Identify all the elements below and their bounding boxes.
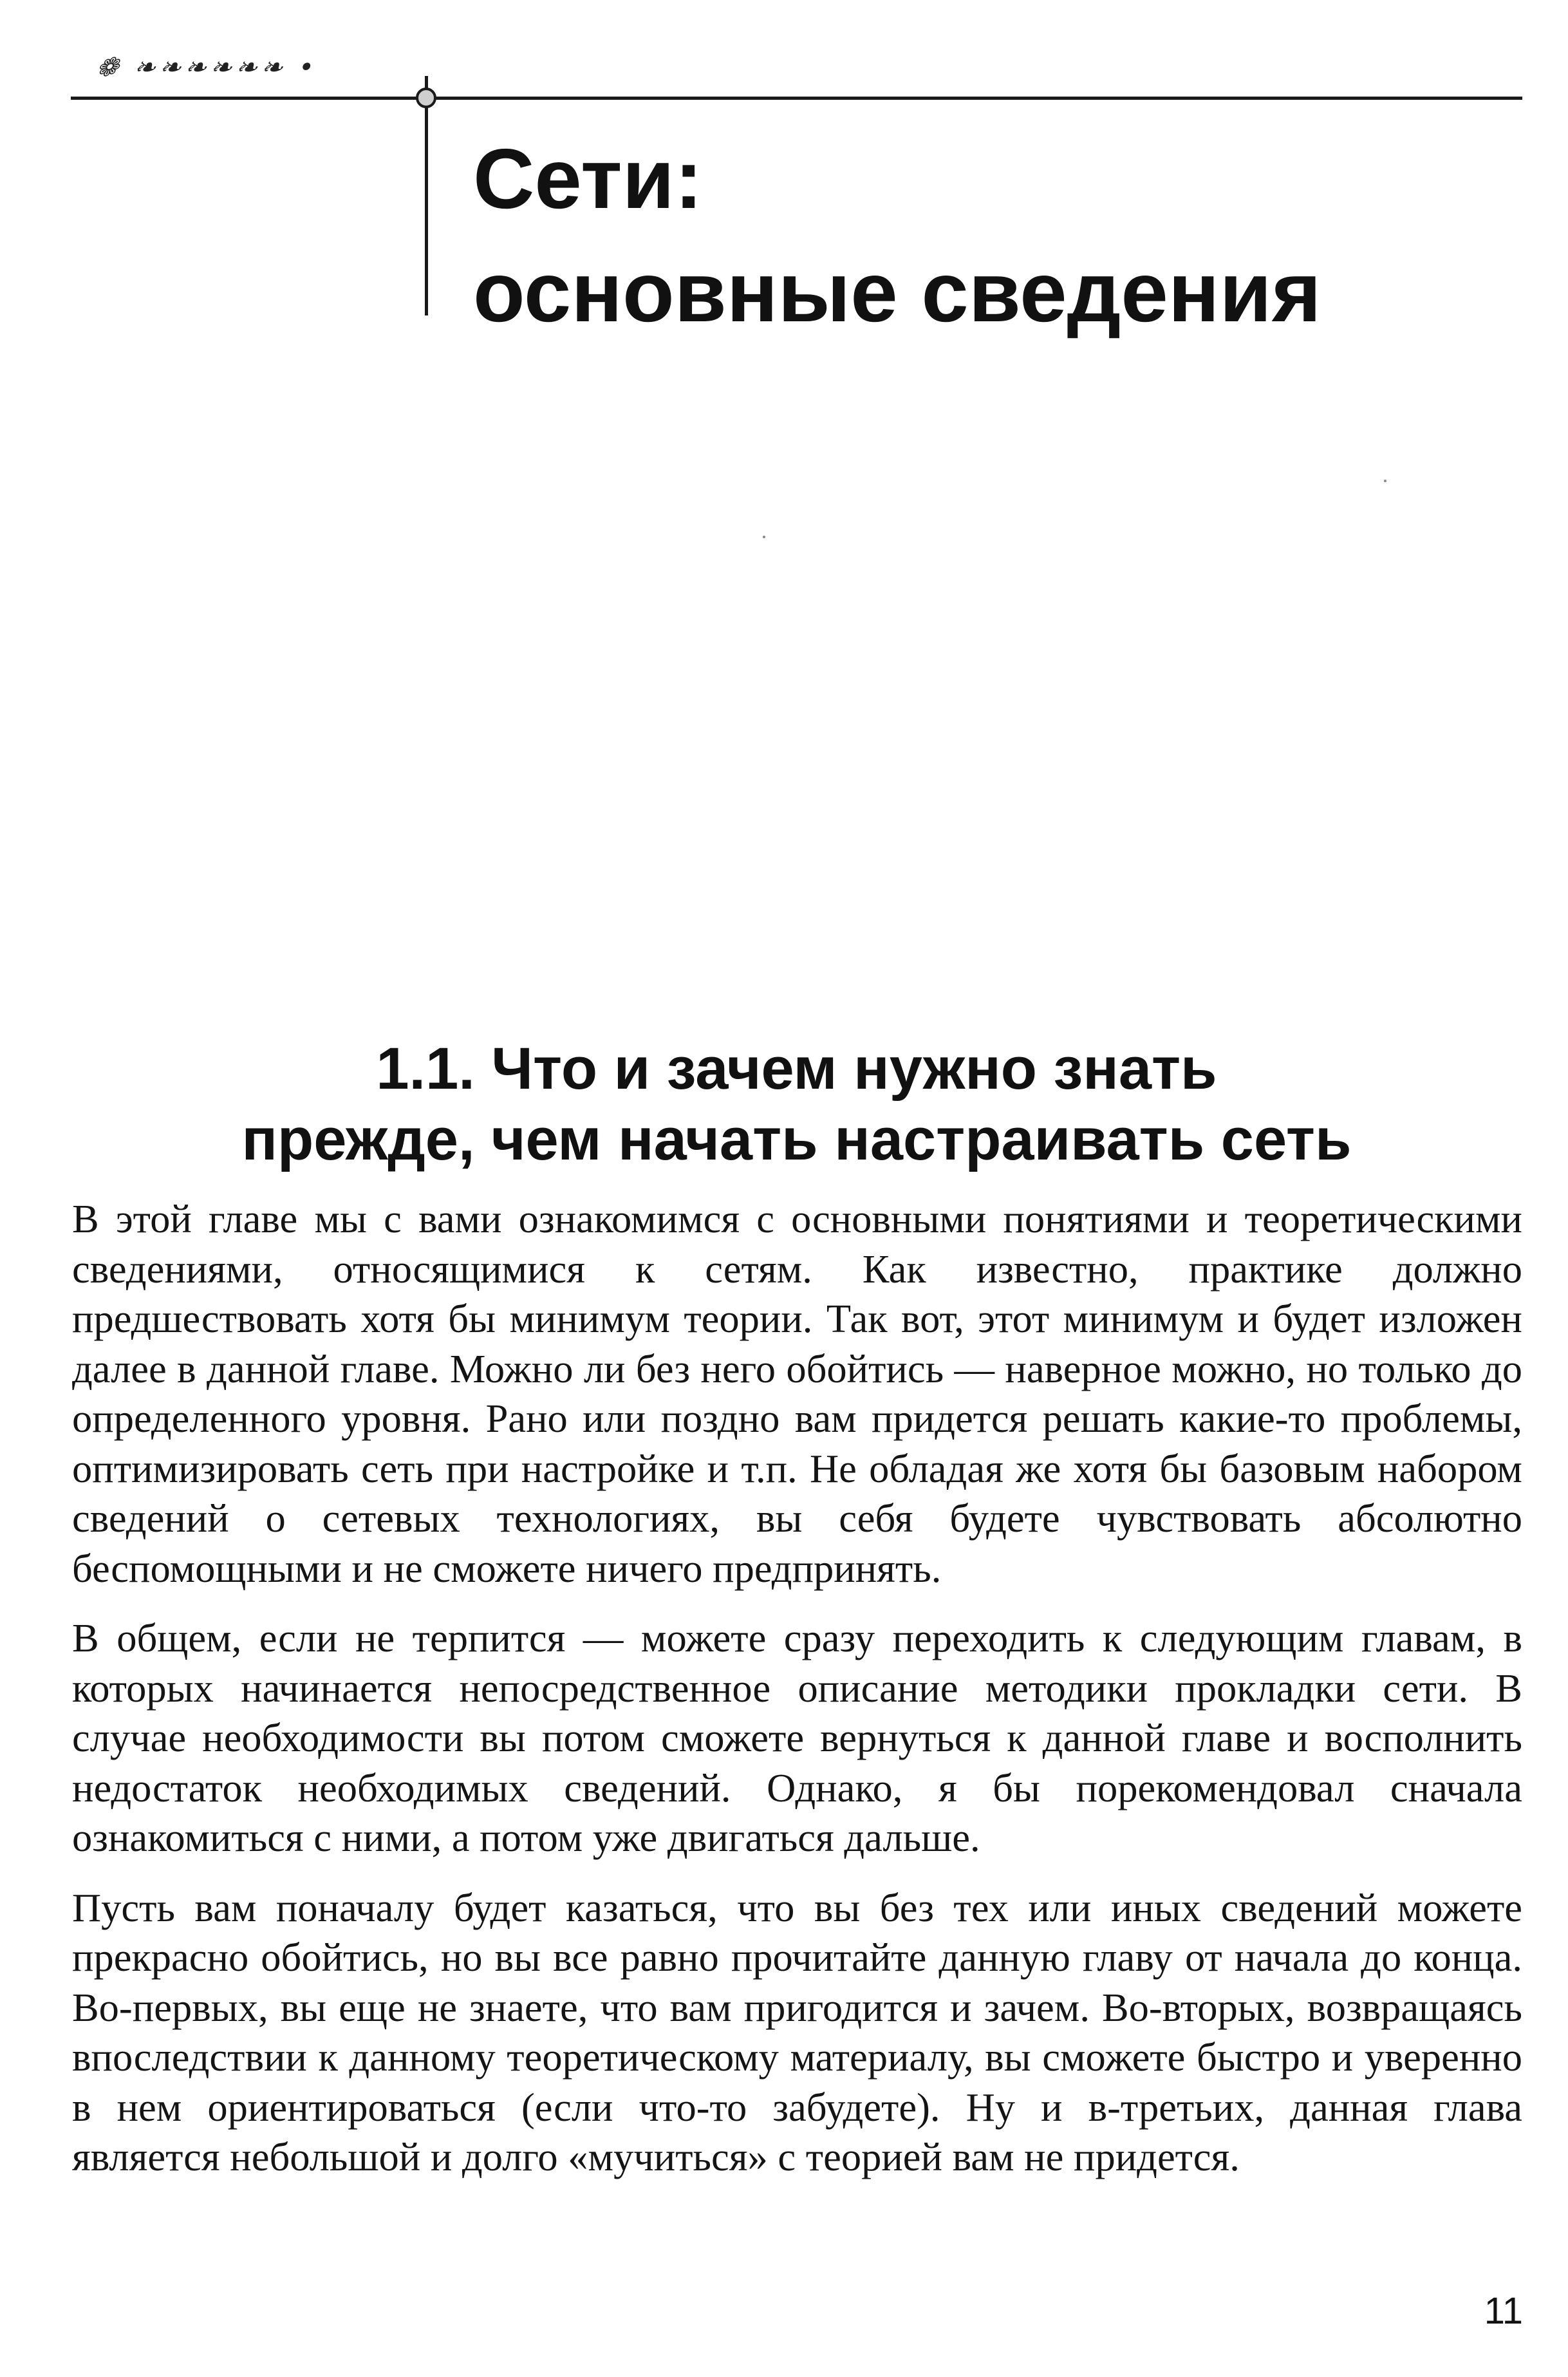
scan-speck [763,536,765,538]
paragraph-3: Пусть вам поначалу будет казаться, что вы без тех или иных сведений можете прекрасно обойтись, но вы все равно прочитайте данную главу от начала до конца. Во-первых, вы еще не знаете, что вам пригодится и зачем. Во-вторых, возвращаясь впоследствии к данному теоретическому материалу, вы сможете быстро и уверенно в нем ориентироваться (если что-то забудете). Ну и в-третьих, данная глава является небольшой и долго «мучиться» с теорией вам не придется. [72,1884,1522,2179]
chapter-title [473,122,1321,349]
page-number: 11 [1484,2290,1523,2332]
section-heading [71,1033,1522,1175]
rule-knot-icon [416,88,436,108]
body-text [72,1194,1522,2203]
chapter-title-line-1: Сети: [473,131,703,226]
section-heading-line-1: 1.1. Что и зачем нужно знать [376,1036,1217,1102]
section-heading-line-2: прежде, чем начать настраивать сеть [241,1107,1352,1172]
paragraph-2: В общем, если не терпится — можете сразу переходить к следующим главам, в которых начинается непосредственное описание методики прокладки сети. В случае необходимости вы потом сможете вернуться к данной главе и восполнить недостаток необходимых сведений. Однако, я бы порекомендовал сначала ознакомиться с ними, а потом уже двигаться дальше. [72,1615,1522,1860]
chapter-title-line-2: основные сведения [473,245,1321,339]
scan-speck [1384,480,1386,482]
paragraph-1: В этой главе мы с вами ознакомимся с основными понятиями и теоретическими сведениями, относящимися к сетям. Как известно, практике должно предшествовать хотя бы минимум теории. Так вот, этот минимум и будет изложен далее в данной главе. Можно ли без него обойтись — наверное можно, но только до определенного уровня. Рано или поздно вам придется решать какие-то проблемы, оптимизировать сеть при настройке и т.п. Не обладая же хотя бы базовым набором сведений о сетевых технологиях, вы себя будете чувствовать абсолютно беспомощными и не сможете ничего предпринять. [72,1196,1522,1591]
title-vertical-rule [425,76,428,315]
header-ornament: ❁ ❧❧❧❧❧❧ • [93,53,321,82]
header-rule [71,97,1522,100]
